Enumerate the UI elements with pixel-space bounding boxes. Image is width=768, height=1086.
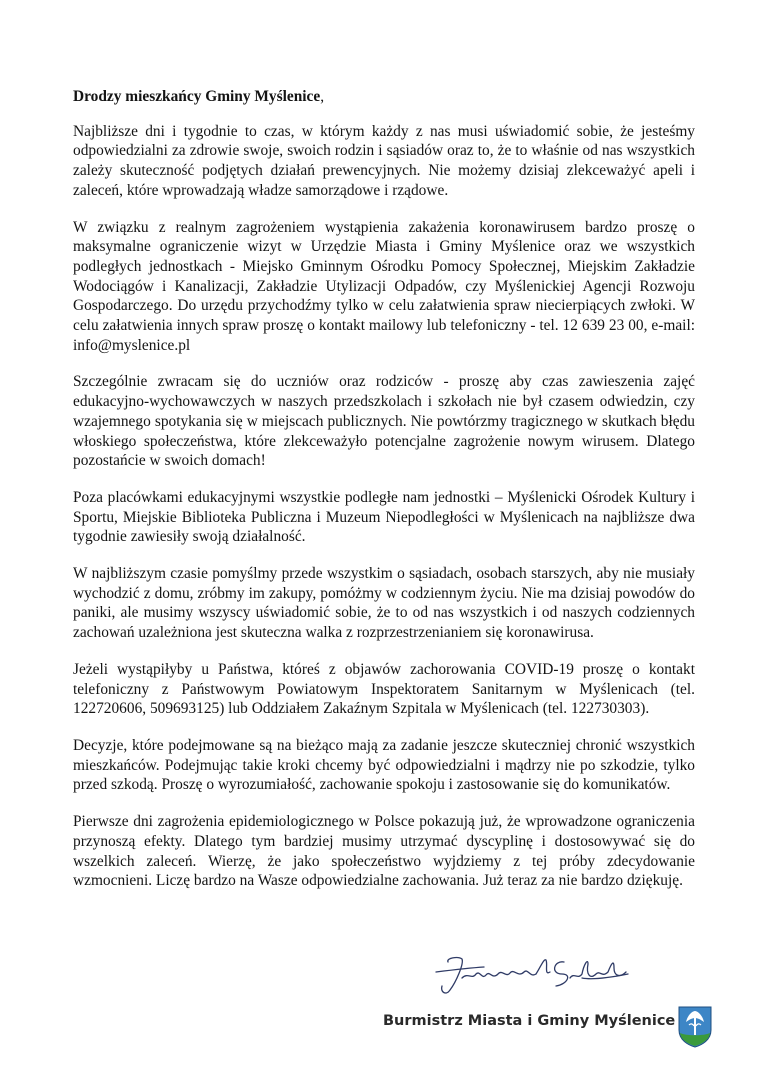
- letter-greeting: [73, 87, 695, 107]
- mayor-title: Burmistrz Miasta i Gminy Myślenice: [383, 1013, 676, 1029]
- letter-body: [73, 87, 695, 908]
- greeting-comma: ,: [320, 88, 325, 105]
- paragraph-2: W związku z realnym zagrożeniem wystąpienia zakażenia koronawirusem bardzo proszę o maksymalne ograniczenie wizyt w Urzędzie Miasta i Gminy Myślenice oraz we wszystkich podległych jednostkach - Miejsko Gminnym Ośrodku Pomocy Społecznej, Miejskim Zakładzie Wodociągów i Kanalizacji, Zakładzie Utylizacji Odpadów, czy Myślenickiej Agencji Rozwoju Gospodarczego. Do urzędu przychodźmy tylko w celu załatwienia spraw niecierpiących zwłoki. W celu załatwienia innych spraw proszę o kontakt mailowy lub telefoniczny - tel. 12 639 23 00, e-mail: info@myslenice.pl: [73, 218, 695, 354]
- myslenice-coat-of-arms-icon: [678, 1006, 712, 1048]
- paragraph-4: Poza placówkami edukacyjnymi wszystkie podległe nam jednostki – Myślenicki Ośrodek Kultury i Sportu, Miejskie Biblioteka Publiczna i Muzeum Niepodległości w Myślenicach na najbliższe dwa tygodnie zawiesiły swoją działalność.: [73, 488, 695, 546]
- paragraph-5: W najbliższym czasie pomyślmy przede wszystkim o sąsiadach, osobach starszych, aby nie musiały wychodzić z domu, zróbmy im zakupy, pomóżmy w codziennym życiu. Nie ma dzisiaj powodów do paniki, ale musimy wszyscy uświadomić sobie, że to od nas wszystkich i od naszych codziennych zachowań uzależniona jest skuteczna walka z rozprzestrzenianiem się koronawirusa.: [73, 565, 695, 642]
- greeting-text: Drodzy mieszkańcy Gminy Myślenice: [73, 88, 321, 105]
- paragraph-6: Jeżeli wystąpiłyby u Państwa, któreś z objawów zachorowania COVID-19 proszę o kontakt telefoniczny z Państwowym Powiatowym Inspektoratem Sanitarnym w Myślenicach (tel. 122720606, 509693125) lub Oddziałem Zakaźnym Szpitala w Myślenicach (tel. 122730303).: [73, 660, 695, 718]
- handwritten-signature-icon: [432, 950, 632, 998]
- paragraph-1: Najbliższe dni i tygodnie to czas, w którym każdy z nas musi uświadomić sobie, że jesteśmy odpowiedzialni za zdrowie swoje, swoich rodzin i sąsiadów oraz to, że to właśnie od nas wszystkich zależy skuteczność podjętych działań prewencyjnych. Nie możemy dzisiaj zlekceważyć apeli i zaleceń, które wprowadzają władze samorządowe i rządowe.: [73, 122, 695, 199]
- paragraph-8: Pierwsze dni zagrożenia epidemiologicznego w Polsce pokazują już, że wprowadzone ograniczenia przynoszą efekty. Dlatego tym bardziej musimy utrzymać dyscyplinę i dostosowywać się do wszelkich zaleceń. Wierzę, że jako społeczeństwo wyjdziemy z tej próby zdecydowanie wzmocnieni. Liczę bardzo na Wasze odpowiedzialne zachowania. Już teraz za nie bardzo dziękuję.: [73, 813, 695, 890]
- paragraph-3: Szczególnie zwracam się do uczniów oraz rodziców - proszę aby czas zawieszenia zajęć edukacyjno-wychowawczych w naszych przedszkolach i szkołach nie był czasem odwiedzin, czy wzajemnego spotykania się w miejscach publicznych. Nie powtórzmy tragicznego w skutkach błędu włoskiego społeczeństwa, które zlekceważyło potencjalne zagrożenie nowym wirusem. Dlatego pozostańcie w swoich domach!: [73, 373, 695, 470]
- paragraph-7: Decyzje, które podejmowane są na bieżąco mają za zadanie jeszcze skuteczniej chronić wszystkich mieszkańców. Podejmując takie kroki chcemy być odpowiedzialni i mądrzy nie po szkodzie, tylko przed szkodą. Proszę o wyrozumiałość, zachowanie spokoju i zastosowanie się do komunikatów.: [73, 736, 695, 794]
